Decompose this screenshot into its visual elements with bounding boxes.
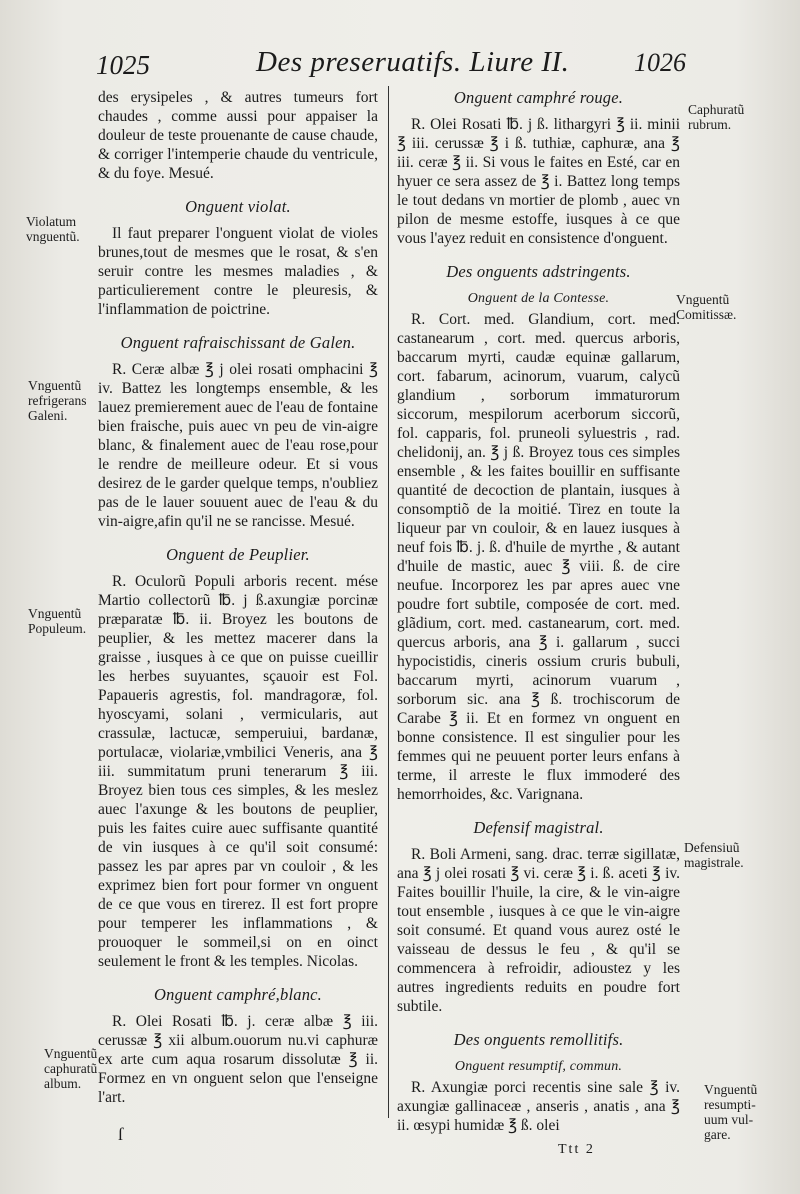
margin-note-line: Galeni. [28,408,68,423]
margin-note-line: Vnguentũ [28,606,82,621]
paragraph: R. Olei Rosati ℔. j ß. lithargyri ℥ ii. minii ℥ iii. cerussæ ℥ i ß. tuthiæ, caphuræ, ana ℥ iii. ceræ ℥ ii. Si vous le faites en Esté, car en hyuer ce sera assez de ℥ i. Battez long temps le tout dedans vn mortier de plomb , auec vn pilon de mesme estoffe, iusques à ce que vous l'ayez reduit en consistence d'onguent. [397,116,680,247]
margin-note-resumptiuum [704,1082,757,1142]
margin-note-line: album. [44,1076,82,1091]
left-text-column [98,88,378,1107]
margin-note-line: Vnguentũ [28,378,82,393]
margin-note-line: Defensiuũ [684,840,740,855]
paragraph: R. Cort. med. Glandium, cort. med. castanearum , cort. med. quercus arboris, baccarum myrti, caudæ equinæ gallarum, cort. fabarum, acinorum, vuarum, calycũ glandium , sorborum immaturorum siccorum, mespilorum acerborum siccorũ, fol. capparis, fol. pruneoli syluestris , rad. chelidonij, an. ℥ j ß. Broyez tous ces simples ensemble , & les faites bouillir en suffisante quantité de decoction de plantain, iusques à consomptiõ de la moitié. Tirez en toute la liqueur par vn couloir, & en lauez iusques à neuf fois ℔. j. ß. d'huile de myrthe , & autant d'huile de mastic, auec ℥ viii. ß. de cire neufue. Incorporez les par apres auec vne poudre fort subtile, composée de cort. med. glãdium, cort. med. castanearum, cort. med. quercus arboris, ana ℥ i. gallarum , succi hypocistidis, cineris ossium cruris bubuli, baccarum myrti, acinorum vuarum , sorborum sic. ana ℥ ß. trochiscorum de Carabe ℥ ii. Et en formez vn onguent en bonne consistence. Il est singulier pour les femmes qui ne peuuent porter leurs enfans à terme, il arreste le flux immoderé des hemorrhoides, &c. Varignana. [397,311,680,803]
margin-note-line: Populeum. [28,621,87,636]
margin-note-line: Vnguentũ [704,1082,758,1097]
margin-note-line: gare. [704,1127,731,1142]
margin-note-line: rubrum. [688,117,732,132]
margin-note-line: refrigerans [28,393,87,408]
left-page-number: 1025 [96,50,150,80]
column-divider [388,86,389,1118]
section-subtitle: Onguent de la Contesse. [467,291,610,306]
margin-note-line: uum vul- [704,1112,754,1127]
margin-note-populeum [28,606,86,636]
margin-note-comitissae [676,292,736,322]
stray-mark: ſ [118,1124,124,1144]
margin-note-line: resumpti- [704,1097,756,1112]
section-title: Defensif magistral. [473,818,604,837]
section-title: Onguent de Peuplier. [166,545,310,564]
margin-note-line: Vnguentũ [44,1046,98,1061]
section-title: Des onguents remollitifs. [453,1030,624,1049]
margin-note-rubrum [688,102,744,132]
margin-note-line: Violatum [26,214,77,229]
section-title: Onguent rafraischissant de Galen. [120,333,356,352]
section-title: Onguent violat. [185,197,291,216]
margin-note-defensiuum [684,840,744,870]
paragraph: R. Olei Rosati ℔. j. ceræ albæ ℥ iii. cerussæ ℥ xii album.ouorum nu.vi caphuræ ex arte cum aqua rosarum dissolutæ ℥ ii. Formez en vn onguent selon que l'enseigne l'art. [98,1013,378,1106]
section-title: Onguent camphré rouge. [453,88,624,107]
paragraph: R. Ceræ albæ ℥ j olei rosati omphacini ℥ iv. Battez les longtemps ensemble, & les lauez premierement auec de l'eau de fontaine bien fraische, puis auec vn peu de vin-aigre blanc, & finalement auec de l'eau rose,pour le rendre de meilleure odeur. Et si vous desirez de le garder quelque temps, n'oubliez pas de le lauer souuent auec de l'eau & du vin-aigre,afin qu'il ne se rancisse. Mesué. [98,361,378,530]
margin-note-violatum [26,214,80,244]
catchword: Ttt 2 [558,1142,595,1157]
paragraph: Il faut preparer l'onguent violat de violes brunes,tout de mesmes que le rosat, & s'en seruir contre les mesmes maladies , & particulierement contre le pleuresis, & l'inflammation de poictrine. [98,225,378,318]
paragraph: R. Boli Armeni, sang. drac. terræ sigillatæ, ana ℥ j olei rosati ℥ vi. ceræ ℥ i. ß. aceti ℥ iv. Faites bouillir l'huile, la cire, & le vin-aigre tout ensemble , iusques à ce que le vin-aigre soit consumé. Et quand vous aurez osté le vaisseau de dessus le feu , & qu'il se commencera à refroidir, adioustez y les autres ingredients reduits en poudre fort subtile. [397,846,680,1015]
margin-note-line: magistrale. [684,855,744,870]
margin-note-refrigerans [28,378,86,423]
section-title: Des onguents adstringents. [446,262,631,281]
margin-note-line: Vnguentũ [676,292,730,307]
paragraph: R. Oculorũ Populi arboris recent. mése Martio collectorũ ℔. j ß.axungiæ porcinæ præparatæ ℔. ii. Broyez les boutons de peuplier, & les mettez macerer dans la graisse , iusques à ce que on puisse cueillir les herbes suyuantes, sçauoir est Fol. Papaueris agrestis, fol. mandragoræ, fol. hyoscyami, solani , vermicularis, aut crassulæ, lactucæ, semperuiui, bardanæ, portulacæ, violariæ,vmbilici Veneris, ana ℥ iii. summitatum pruni tenerarum ℥ iii. Broyez bien tous ces simples, & les meslez auec l'axunge & les boutons de peuplier, puis les faites cuire auec suffisante quantité de vin iusques à ce qu'il soit consumé: passez les par apres par vn couloir , & les exprimez bien fort pour former vn onguent de ce que vous en tirerez. Il est fort propre pour temperer les inflammations , & prouoquer le sommeil,si on en oinct seulement le front & les temples. Nicolas. [98,573,378,970]
margin-note-line: caphuratũ [44,1061,98,1076]
margin-note-line: Caphuratũ [688,102,745,117]
paragraph: R. Axungiæ porci recentis sine sale ℥ iv. axungiæ gallinaceæ , anseris , anatis , ana ℥ ii. œsypi humidæ ℥ ß. olei [397,1079,680,1134]
section-subtitle: Onguent resumptif, commun. [454,1059,623,1074]
margin-note-line: vnguentũ. [26,229,80,244]
right-text-column [397,88,680,1135]
running-title: Des preseruatifs. Liure II. [256,46,570,78]
right-page-number: 1026 [634,48,686,77]
margin-note-caphuratum [44,1046,97,1091]
margin-note-line: Comitissæ. [676,307,737,322]
paragraph: des erysipeles , & autres tumeurs fort chaudes , comme aussi pour appaiser la douleur de teste prouenante de cause chaude, & corriger l'intemperie chaude du ventricule, & du foye. Mesué. [98,89,378,182]
page-header [96,46,686,86]
section-title: Onguent camphré,blanc. [154,985,322,1004]
